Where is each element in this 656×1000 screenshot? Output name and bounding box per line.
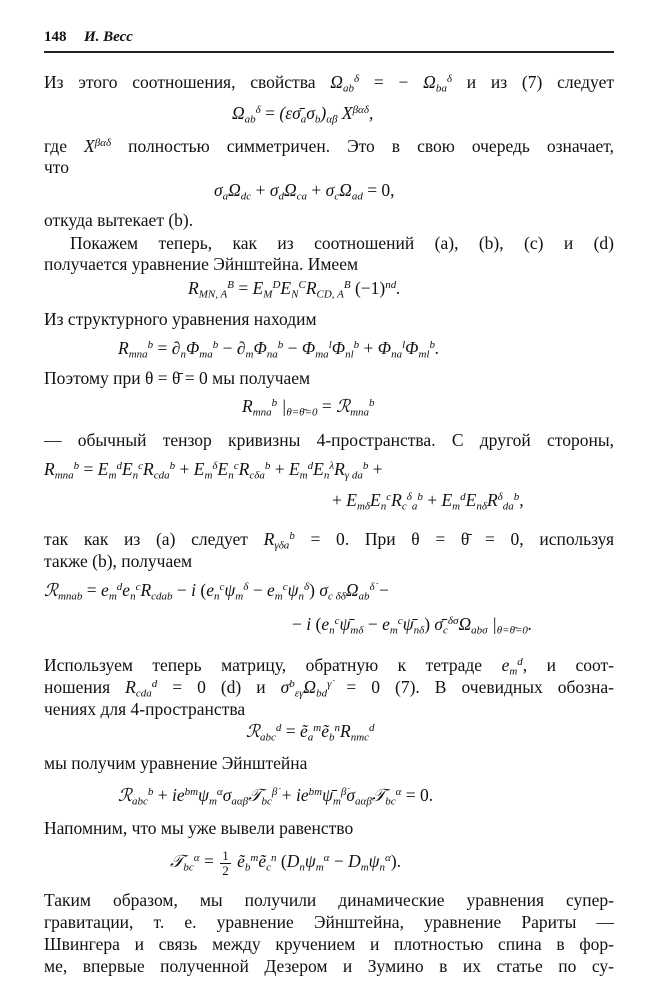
text-line-7: Покажем теперь, как из соотношений (a), (b), (c) и (d) [70,233,614,253]
equation-3: $R_{MN, A}^B = E_M^DE_N^CR_{CD, A}^B$ $(-1)^{nd}$. [188,278,401,301]
text-line-27: Напомним, что мы уже вывели равенство [44,818,354,838]
text-line-12: Поэтому при θ = θ̄ = 0 мы получаем [44,368,311,388]
text-line-14: — обычный тензор кривизны 4-пространства. С другой стороны, [44,430,614,450]
text-line-3: где $X^{\beta\alphȧ\delta}$ полностью симметричен. Это в свою очередь означает, [44,136,615,156]
text-line-1: Из этого соотношения, свойства $\Omega_{ab}^\delta$ = − $\Omega_{ba}^\delta$ и из (7) следует [44,72,614,95]
text-line-4: что [44,157,69,177]
equation-9: ℛ$_{abc}^b$ + $ie^{bm}\psi_m^\alpha\sigma_{a\alpha\betȧ}𝒯_{bc}^{\betȧ}$ + $ie^{bm}\psī_m^{\betȧ}\sigma_{a\alpha\betȧ}𝒯_{bc}^\alpha = 0$. [118,785,434,808]
text-line-31: Швингера и связь между кручением и плотностью спина в фор- [44,934,614,954]
text-line-25: мы получим уравнение Эйнштейна [44,753,308,773]
equation-8: ℛ$_{abc}^d$ = $ẽ_a^mẽ_b^nR_{nmc}^d$ [246,721,375,744]
header-rule [44,51,614,53]
equation-1: $\Omega_{ab}^\delta$ = $(\varepsilon\sigmā_a\sigma_b)_{\alphȧ\beta}$ $X^{\beta\alphȧ\delta}$, [232,103,374,126]
text-line-32: ме, впервые полученной Дезером и Зумино в их статье по су- [44,956,614,976]
equation-7b: − i ($e_n^c\psī_{m\delta}$ − $e_m^c\psī_{n\delta}$) $\sigmā_c^{\delta\sigma}\Omega_{ab\sigma}$ $|_{\theta=\thetā=0}$. [292,614,533,637]
text-line-30: гравитации, т. е. уравнение Эйнштейна, уравнение Рариты — [44,912,614,932]
text-line-8: получается уравнение Эйнштейна. Имеем [44,254,359,274]
text-line-10: Из структурного уравнения находим [44,309,317,329]
equation-10: 𝒯$_{bc}^\alpha$ = $\frac{1}{2}$ ẽ$_b^m$ẽ$_c^n$ $(D_n\psi_m^\alpha - D_m\psi_n^\alpha)$. [170,848,402,878]
equation-4: $R_{mna}^b = \partial_n\Phi_{ma}^b - \partial_m\Phi_{na}^b - \Phi_{ma}^l\Phi_{nl}^b + \Phi_{na}^l\Phi_{ml}^b$. [118,338,440,361]
page-header [44,26,614,52]
equation-2: $\sigma_a\Omega_{dc} + \sigma_d\Omega_{ca} + \sigma_c\Omega_{ad} = 0$, [214,180,395,203]
equation-5: $R_{mna}^b$ $|_{\theta=\thetā=0}$ = ℛ$_{mna}^b$ [242,396,375,419]
equation-7a: ℛ$_{mnab}$ = $e_m^de_n^cR_{cdab} - i$ $(e_n^c\psi_m^\delta - e_m^c\psi_n^\delta) \sigma_{c \delta\deltȧ}\Omega_{ab}^{\deltȧ}$ − [44,580,389,603]
text-line-17: так как из (a) следует $R_{\gamma\delta a}^b = 0$. При θ = θ̄ = 0, используя [44,529,615,552]
text-line-22: ношения $R_{cda}^d = 0$ (d) и $\sigma^b_{\varepsilon\gammȧ}\Omega_{bd}^{\gammȧ} = 0$ (7). В очевидных обозна- [44,677,615,700]
text-line-21: Используем теперь матрицу, обратную к тетраде $e_m^d$, и соот- [44,655,614,678]
running-head: И. Весс [84,29,133,45]
text-line-6: откуда вытекает (b). [44,210,194,230]
text-line-29: Таким образом, мы получили динамические уравнения супер- [44,890,614,910]
text-line-23: чениях для 4-пространства [44,699,246,719]
equation-6b: + $E_{m\delta}E_n^cR_c^\delta_a^b + E_m^dE_{n\delta}R^\delta_{da}^b$, [332,490,524,513]
equation-6a: $R_{mna}^b = E_m^dE_n^cR_{cda}^b + E_m^\delta E_n^cR_{c\delta a}^b + E_m^dE_n^\lambda R_{\gamma da}^b$ + [44,459,383,482]
page-number: 148 [44,29,67,45]
text-line-18: также (b), получаем [44,551,193,571]
